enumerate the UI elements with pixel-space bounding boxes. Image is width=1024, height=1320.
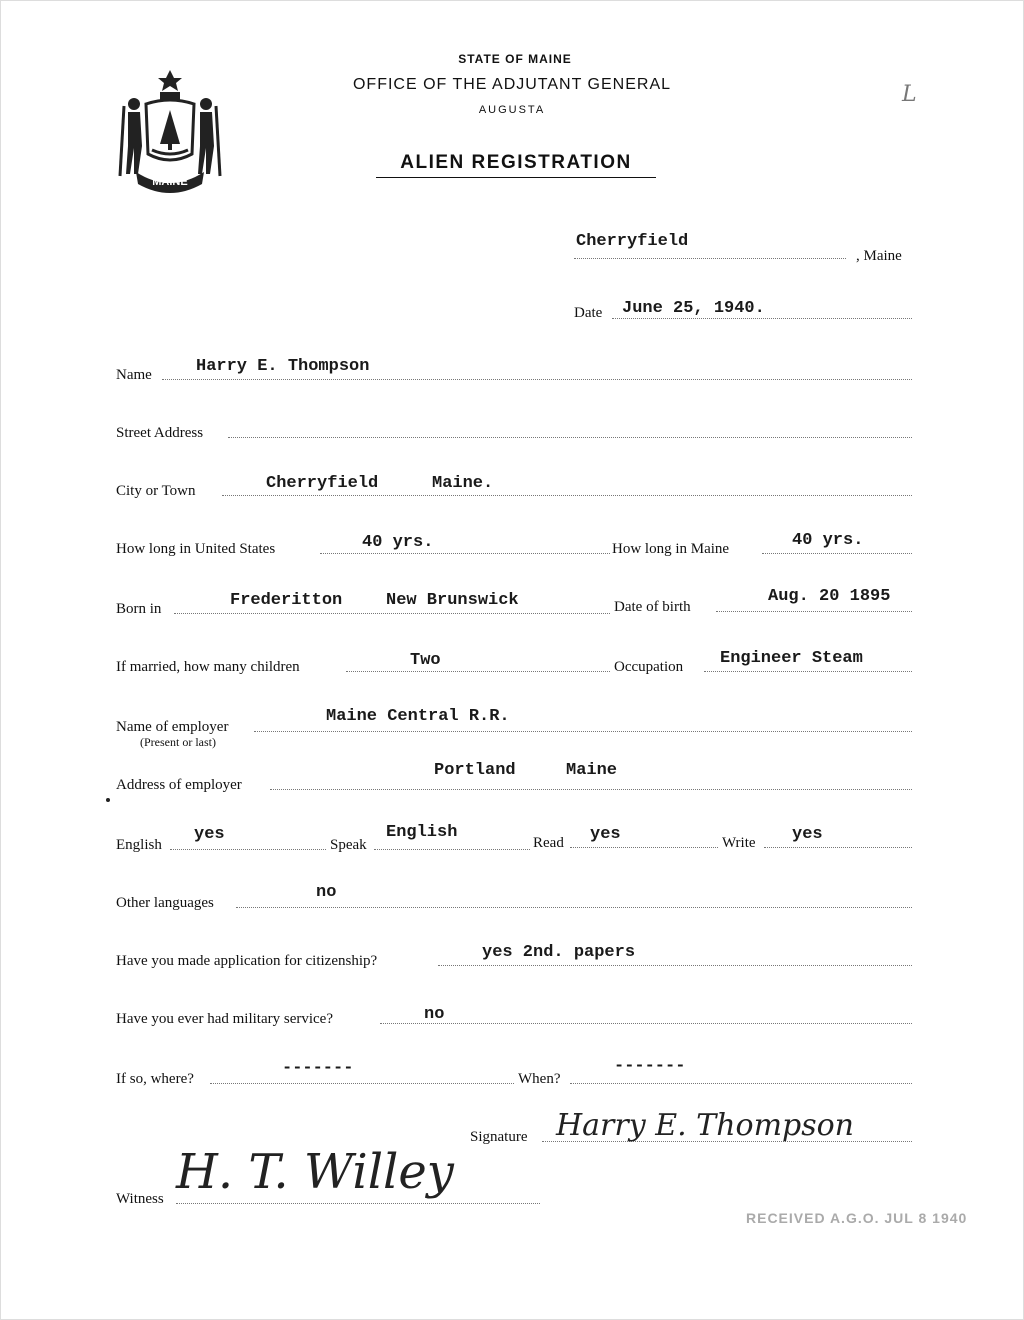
- born-in-line: [174, 613, 610, 614]
- employer-label: Name of employer: [116, 719, 229, 735]
- employer-sublabel: (Present or last): [140, 735, 216, 749]
- read-line: [570, 847, 718, 848]
- name-value: Harry E. Thompson: [196, 357, 370, 376]
- witness-label: Witness: [116, 1191, 164, 1207]
- city-value: Cherryfield: [266, 474, 379, 493]
- dob-line: [716, 611, 912, 612]
- citizenship-value: yes 2nd. papers: [482, 943, 636, 962]
- signature-value: Harry E. Thompson: [556, 1108, 855, 1143]
- witness-line: [176, 1203, 540, 1204]
- born-in-value: Frederitton: [230, 591, 343, 610]
- employer-address-value: Portland: [434, 761, 516, 780]
- when-label: When?: [518, 1071, 561, 1087]
- header-state: STATE OF MAINE: [458, 52, 572, 66]
- speak-value: English: [386, 823, 458, 842]
- employer-address-line: [270, 789, 912, 790]
- born-in-province-value: New Brunswick: [386, 591, 519, 610]
- form-title: ALIEN REGISTRATION: [376, 152, 656, 178]
- when-line: [570, 1083, 912, 1084]
- where-label: If so, where?: [116, 1071, 194, 1087]
- us-years-line: [320, 553, 610, 554]
- location-line: [574, 258, 846, 259]
- city-line: [222, 495, 912, 496]
- other-languages-label: Other languages: [116, 895, 214, 911]
- city-state-value: Maine.: [432, 474, 494, 493]
- name-line: [162, 379, 912, 380]
- english-line: [170, 849, 326, 850]
- employer-value: Maine Central R.R.: [326, 707, 510, 726]
- english-value: yes: [194, 825, 225, 844]
- english-label: English: [116, 837, 162, 853]
- other-languages-line: [236, 907, 912, 908]
- children-label: If married, how many children: [116, 659, 300, 675]
- occupation-label: Occupation: [614, 659, 684, 675]
- street-line: [228, 437, 912, 438]
- location-suffix: , Maine: [856, 248, 902, 264]
- born-in-label: Born in: [116, 601, 162, 617]
- ink-dot: [106, 798, 110, 802]
- margin-check-mark: L: [902, 82, 917, 107]
- us-years-value: 40 yrs.: [362, 533, 434, 552]
- date-label: Date: [574, 305, 603, 321]
- svg-text:MAINE: MAINE: [152, 176, 188, 188]
- employer-address-state-value: Maine: [566, 761, 618, 780]
- children-value: Two: [410, 651, 441, 670]
- military-label: Have you ever had military service?: [116, 1011, 333, 1027]
- other-languages-value: no: [316, 883, 337, 902]
- street-label: Street Address: [116, 425, 204, 441]
- date-value: June 25, 1940.: [622, 299, 765, 318]
- city-label: City or Town: [116, 483, 196, 499]
- read-value: yes: [590, 825, 621, 844]
- maine-years-line: [762, 553, 912, 554]
- header-office: OFFICE OF THE ADJUTANT GENERAL: [352, 76, 672, 93]
- when-value: -------: [614, 1057, 686, 1076]
- date-line: [612, 318, 912, 319]
- citizenship-line: [438, 965, 912, 966]
- read-label: Read: [533, 835, 564, 851]
- where-line: [210, 1083, 514, 1084]
- employer-line: [254, 731, 912, 732]
- name-label: Name: [116, 367, 152, 383]
- speak-label: Speak: [330, 837, 367, 853]
- write-label: Write: [722, 835, 756, 851]
- maine-years-label: How long in Maine: [612, 541, 730, 557]
- write-value: yes: [792, 825, 823, 844]
- where-value: -------: [282, 1059, 354, 1078]
- dob-label: Date of birth: [614, 599, 691, 615]
- header-city: AUGUSTA: [478, 104, 546, 116]
- dob-value: Aug. 20 1895: [768, 587, 891, 606]
- us-years-label: How long in United States: [116, 541, 276, 557]
- maine-years-value: 40 yrs.: [792, 531, 864, 550]
- military-value: no: [424, 1005, 445, 1024]
- occupation-value: Engineer Steam: [720, 649, 863, 668]
- children-line: [346, 671, 610, 672]
- write-line: [764, 847, 912, 848]
- employer-address-label: Address of employer: [116, 777, 242, 793]
- citizenship-label: Have you made application for citizenship?: [116, 953, 378, 969]
- signature-label: Signature: [470, 1129, 528, 1145]
- witness-signature: H. T. Willey: [176, 1144, 454, 1200]
- speak-line: [374, 849, 530, 850]
- occupation-line: [704, 671, 912, 672]
- military-line: [380, 1023, 912, 1024]
- location-value: Cherryfield: [576, 232, 689, 251]
- received-stamp: RECEIVED A.G.O. JUL 8 1940: [746, 1210, 968, 1226]
